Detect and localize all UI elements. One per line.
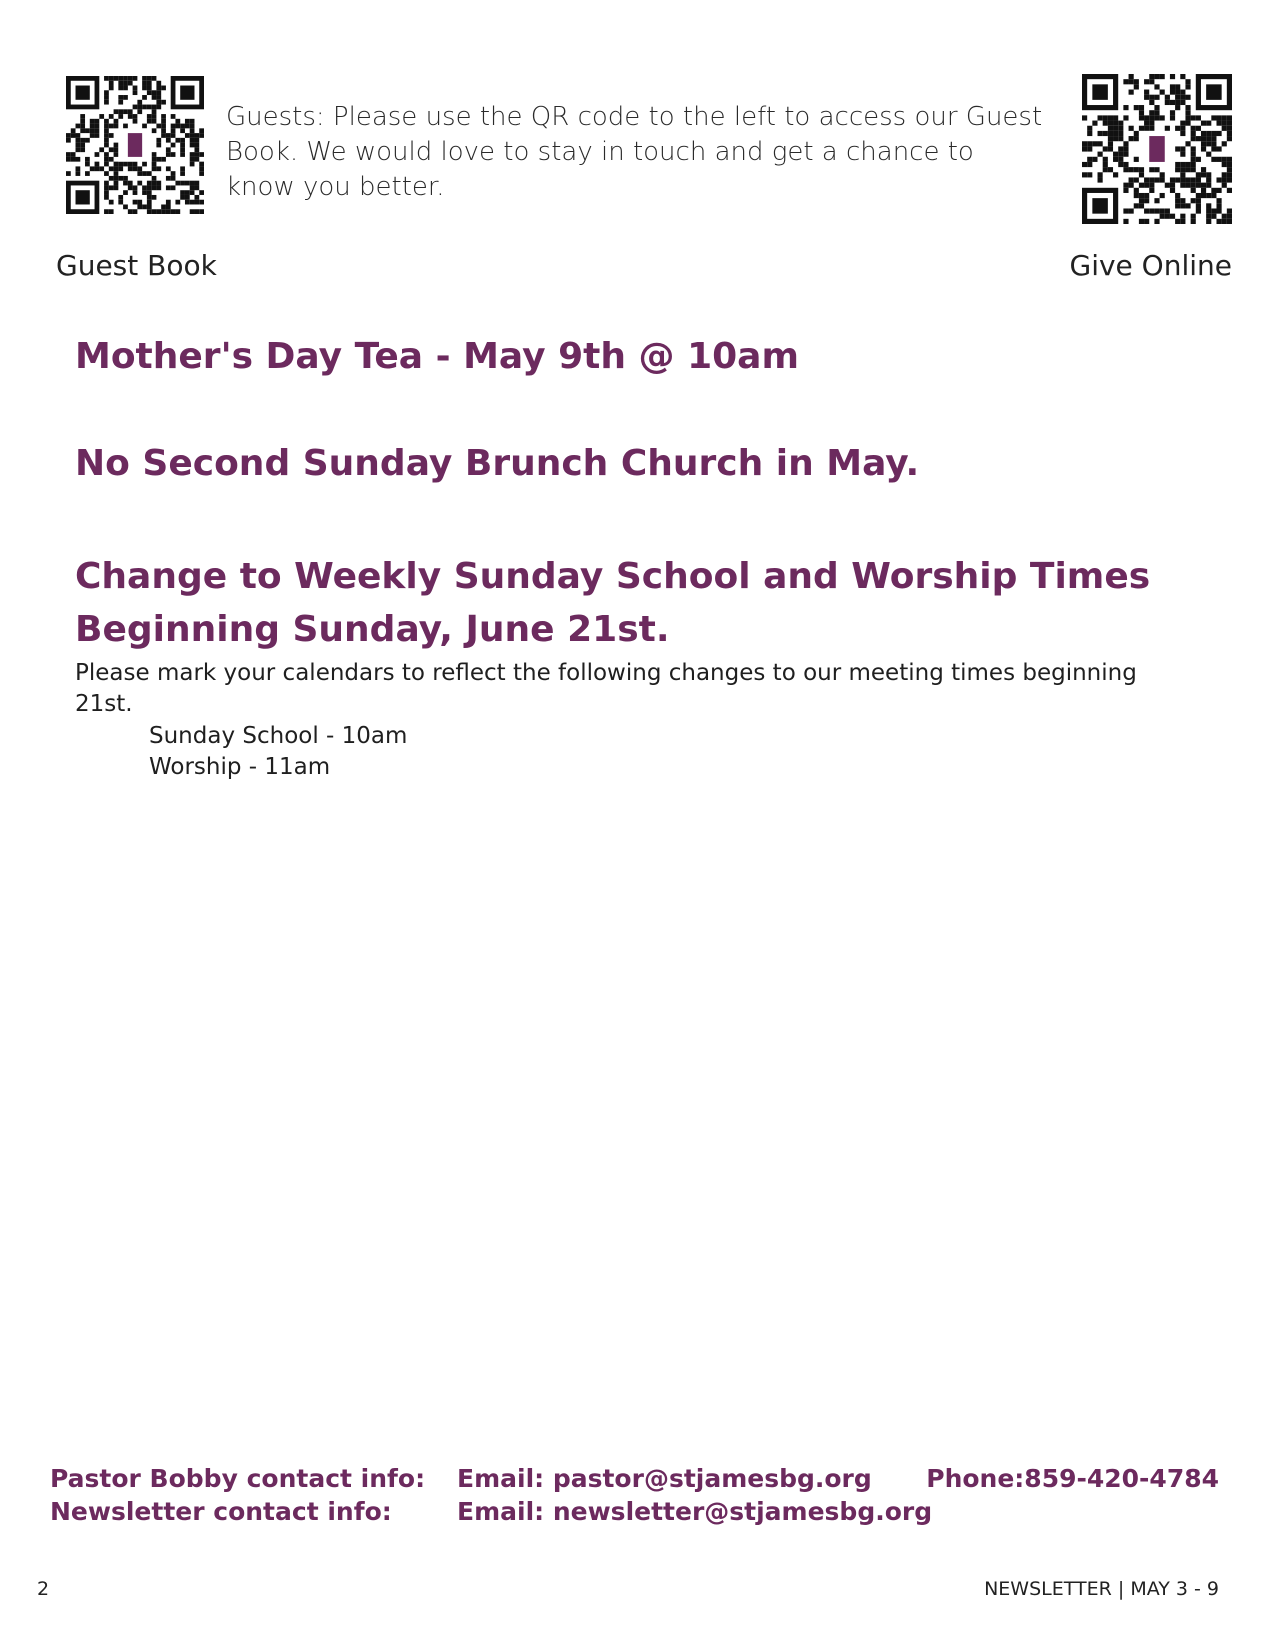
newsletter-email[interactable]: Email: newsletter@stjamesbg.org [457, 1497, 933, 1526]
pastor-phone[interactable]: Phone:859-420-4784 [926, 1464, 1219, 1493]
guest-book-qr-code-icon[interactable] [66, 76, 204, 214]
newsletter-contact-label: Newsletter contact info: [50, 1497, 392, 1526]
pastor-email[interactable]: Email: pastor@stjamesbg.org [457, 1464, 872, 1493]
guest-book-label: Guest Book [56, 249, 217, 282]
page-number: 2 [37, 1578, 50, 1600]
guest-note-text: Guests: Please use the QR code to the left to access our Guest Book. We would love to stay in touch and get a chance to know you better. [226, 102, 1043, 202]
mothers-day-tea-heading: Mother's Day Tea - May 9th @ 10am [75, 336, 799, 377]
give-online-label: Give Online [1069, 249, 1232, 282]
schedule-item-worship: Worship - 11am [149, 754, 331, 780]
footer-newsletter-label: NEWSLETTER | MAY 3 - 9 [984, 1578, 1219, 1600]
schedule-item-sunday-school: Sunday School - 10am [149, 723, 408, 749]
give-online-qr-code-icon[interactable] [1082, 74, 1232, 224]
pastor-contact-label: Pastor Bobby contact info: [50, 1464, 426, 1493]
no-brunch-church-heading: No Second Sunday Brunch Church in May. [75, 443, 920, 484]
schedule-change-heading: Change to Weekly Sunday School and Worship Times Beginning Sunday, June 21st. [75, 556, 1151, 650]
schedule-change-body: Please mark your calendars to reflect the following changes to our meeting times beginning 21st. [75, 660, 1137, 717]
